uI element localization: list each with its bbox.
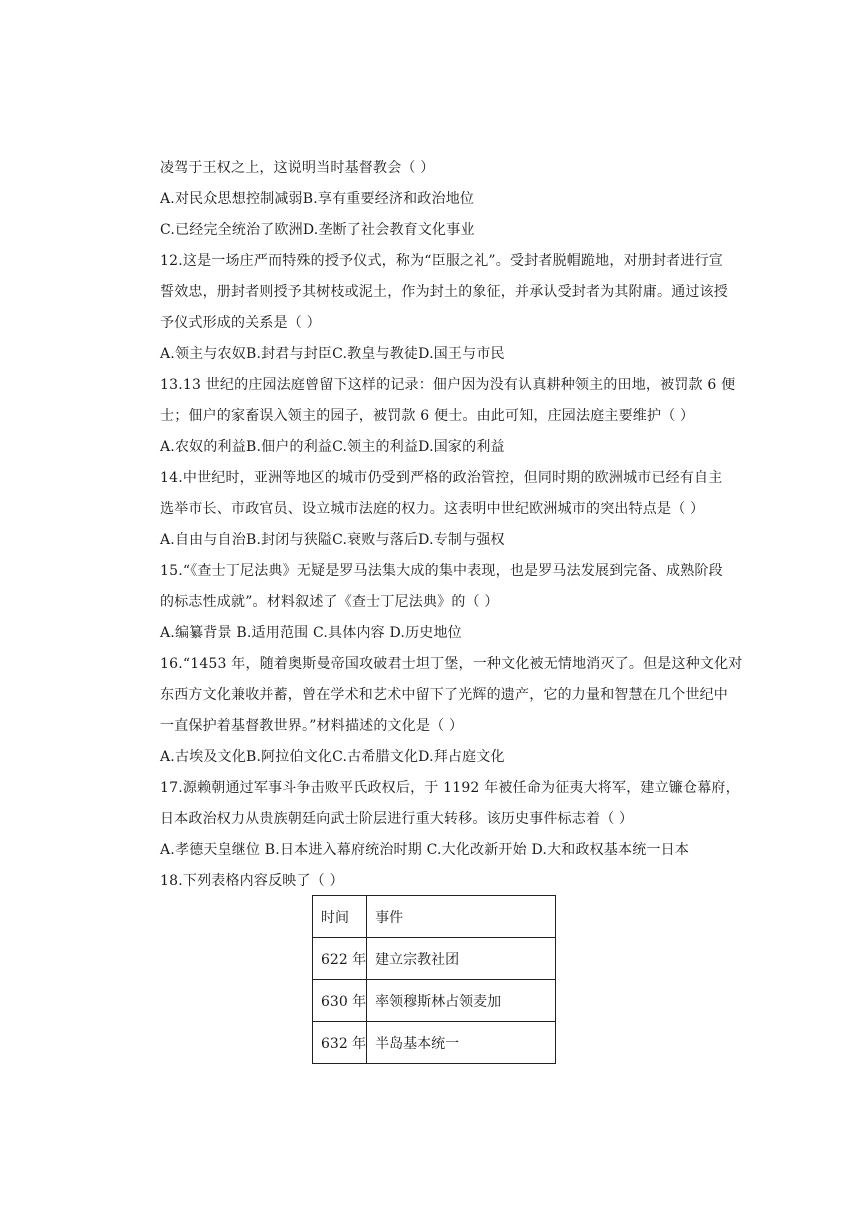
text-line: 14.中世纪时，亚洲等地区的城市仍受到严格的政治管控，但同时期的欧洲城市已经有自主 <box>160 470 723 486</box>
table-row <box>313 1022 556 1064</box>
table-header-event: 事件 <box>367 896 556 938</box>
text-line: 日本政治权力从贵族朝廷向武士阶层进行重大转移。该历史事件标志着（ ） <box>160 811 634 827</box>
table-cell-year: 632 年 <box>313 1022 367 1064</box>
text-line: A.农奴的利益B.佃户的利益C.领主的利益D.国家的利益 <box>160 439 505 455</box>
text-line: A.孝德天皇继位 B.日本进入幕府统治时期 C.大化改新开始 D.大和政权基本统一日本 <box>160 842 690 858</box>
text-line: C.已经完全统治了欧洲D.垄断了社会教育文化事业 <box>160 222 475 238</box>
text-line: A.领主与农奴B.封君与封臣C.教皇与教徒D.国王与市民 <box>160 346 505 362</box>
text-line: 誓效忠，册封者则授予其树枝或泥土，作为封土的象征，并承认受封者为其附庸。通过该授 <box>160 284 728 300</box>
table-cell-year: 622 年 <box>313 938 367 980</box>
text-line: A.编纂背景 B.适用范围 C.具体内容 D.历史地位 <box>160 625 462 641</box>
text-line: 13.13 世纪的庄园法庭曾留下这样的记录：佃户因为没有认真耕种领主的田地，被罚款 6 便 <box>160 377 736 393</box>
text-line: 东西方文化兼收并蓄，曾在学术和艺术中留下了光辉的遗产，它的力量和智慧在几个世纪中 <box>160 687 728 703</box>
text-line: A.对民众思想控制减弱B.享有重要经济和政治地位 <box>160 191 475 207</box>
table-cell-event: 率领穆斯林占领麦加 <box>367 980 556 1022</box>
table-cell-event: 建立宗教社团 <box>367 938 556 980</box>
events-table <box>312 895 556 1064</box>
text-line: A.自由与自治B.封闭与狭隘C.衰败与落后D.专制与强权 <box>160 532 505 548</box>
text-line: 12.这是一场庄严而特殊的授予仪式，称为“臣服之礼”。受封者脱帽跪地，对册封者进行宣 <box>160 253 723 269</box>
text-line: 18.下列表格内容反映了（ ） <box>160 873 344 889</box>
text-line: 15.“《查士丁尼法典》无疑是罗马法集大成的集中表现，也是罗马法发展到完备、成熟阶段 <box>160 563 723 579</box>
text-line: 一直保护着基督教世界。”材料描述的文化是（ ） <box>160 718 464 734</box>
table-row <box>313 938 556 980</box>
table-header-time: 时间 <box>313 896 367 938</box>
table-cell-year: 630 年 <box>313 980 367 1022</box>
text-line: 17.源赖朝通过军事斗争击败平氏政权后，于 1192 年被任命为征夷大将军，建立镰仓幕府， <box>160 780 740 796</box>
text-line: 16.“1453 年，随着奥斯曼帝国攻破君士坦丁堡，一种文化被无情地消灭了。但是这种文化对 <box>160 656 743 672</box>
text-line: A.古埃及文化B.阿拉伯文化C.古希腊文化D.拜占庭文化 <box>160 749 505 765</box>
text-line: 的标志性成就”。材料叙述了《查士丁尼法典》的（ ） <box>160 594 499 610</box>
table-header-row <box>313 896 556 938</box>
table-cell-event: 半岛基本统一 <box>367 1022 556 1064</box>
text-line: 凌驾于王权之上，这说明当时基督教会（ ） <box>160 160 435 176</box>
text-line: 予仪式形成的关系是（ ） <box>160 315 321 331</box>
text-line: 士；佃户的家畜误入领主的园子，被罚款 6 便士。由此可知，庄园法庭主要维护（ ） <box>160 408 695 424</box>
table-row <box>313 980 556 1022</box>
text-line: 选举市长、市政官员、设立城市法庭的权力。这表明中世纪欧洲城市的突出特点是（ ） <box>160 501 705 517</box>
